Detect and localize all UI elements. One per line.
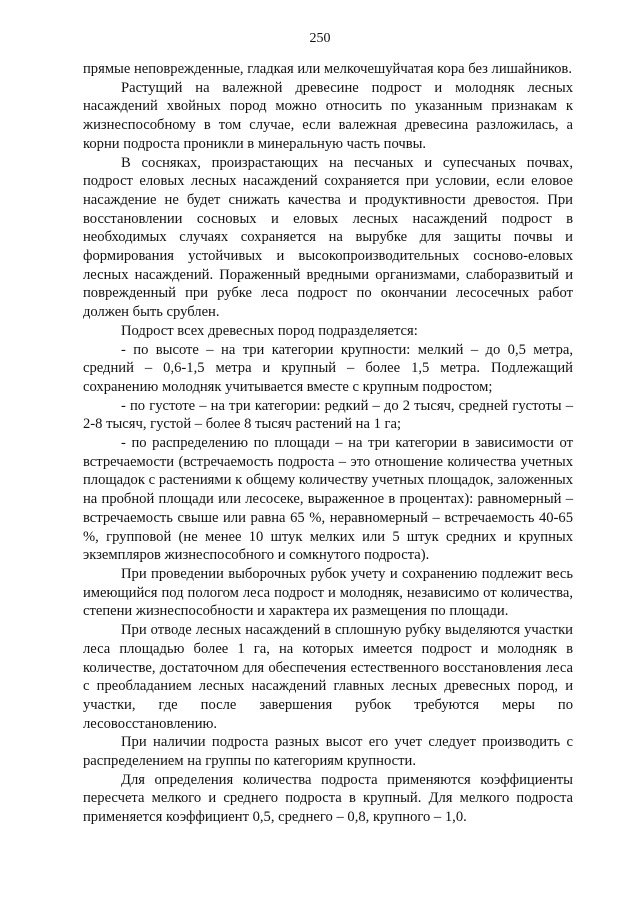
page-number: 250 [309,31,331,46]
paragraph-height-groups: При наличии подроста разных высот его учет следует производить с распределением на группы по категориям крупности. [83,734,573,770]
paragraph-clear-felling: При отводе лесных насаждений в сплошную рубку выделяются участки леса площадью более 1 га, на которых имеется подрост и молодняк в количестве, достаточном для обеспечения естественного восстановления леса с преобладанием лесных насаждений главных лесных древесных пород, и участки, где после завершения рубок требуются меры по лесовосстановлению. [83,622,573,732]
body-text [83,60,573,827]
paragraph-selective-felling: При проведении выборочных рубок учету и сохранению подлежит весь имеющийся под пологом леса подрост и молодняк, независимо от количества, степени жизнеспособности и характера их размещения по площади. [83,565,573,620]
list-item-by-height: - по высоте – на три категории крупности: мелкий – до 0,5 метра, средний – 0,6-1,5 метра и крупный – более 1,5 метра. Подлежащий сохранению молодняк учитывается вместе с крупным подростом; [83,341,573,395]
list-item-by-distribution: - по распределению по площади – на три категории в зависимости от встречаемости (встречаемость подроста – это отношение количества учетных площадок с растениями к общему количеству учетных площадок, заложенных на пробной площади или лесосеке, выраженное в процентах): равномерный – встречаемость свыше или равна 65 %, неравномерный – встречаемость 40-65 %, групповой (не менее 10 штук мелких или 5 штук средних и крупных экземпляров жизнеспособного и сомкнутого подроста). [83,435,573,564]
paragraph-pine-stands: В сосняках, произрастающих на песчаных и супесчаных почвах, подрост еловых лесных насаждений сохраняется при условии, если еловое насаждение не будет снижать качества и продуктивности древостоя. При восстановлении сосновых и еловых лесных насаждений подрост в необходимых случаях сохраняется на вырубке для защиты почвы и формирования устойчивых и высокопроизводительных сосново-еловых лесных насаждений. Пораженный вредными организмами, слаборазвитый и поврежденный при рубке леса подрост по окончании лесосечных работ должен быть срублен. [83,154,573,321]
paragraph-classification-intro: Подрост всех древесных пород подразделяется: [121,322,418,339]
paragraph-conversion-coefficients: Для определения количества подроста применяются коэффициенты пересчета мелкого и среднего подроста в крупный. Для мелкого подроста применяется коэффициент 0,5, среднего – 0,8, крупного – 1,0. [83,771,573,826]
paragraph-continuation: прямые неповрежденные, гладкая или мелкочешуйчатая кора без лишайников. [83,61,572,77]
paragraph-deadwood-undergrowth: Растущий на валежной древесине подрост и молодняк лесных насаждений хвойных пород можно относить по указанным признакам к жизнеспособному в том случае, если валежная древесина разложилась, а корни подроста проникли в минеральную часть почвы. [83,79,573,152]
list-item-by-density: - по густоте – на три категории: редкий – до 2 тысяч, средней густоты – 2-8 тысяч, густой – более 8 тысяч растений на 1 га; [83,397,573,433]
